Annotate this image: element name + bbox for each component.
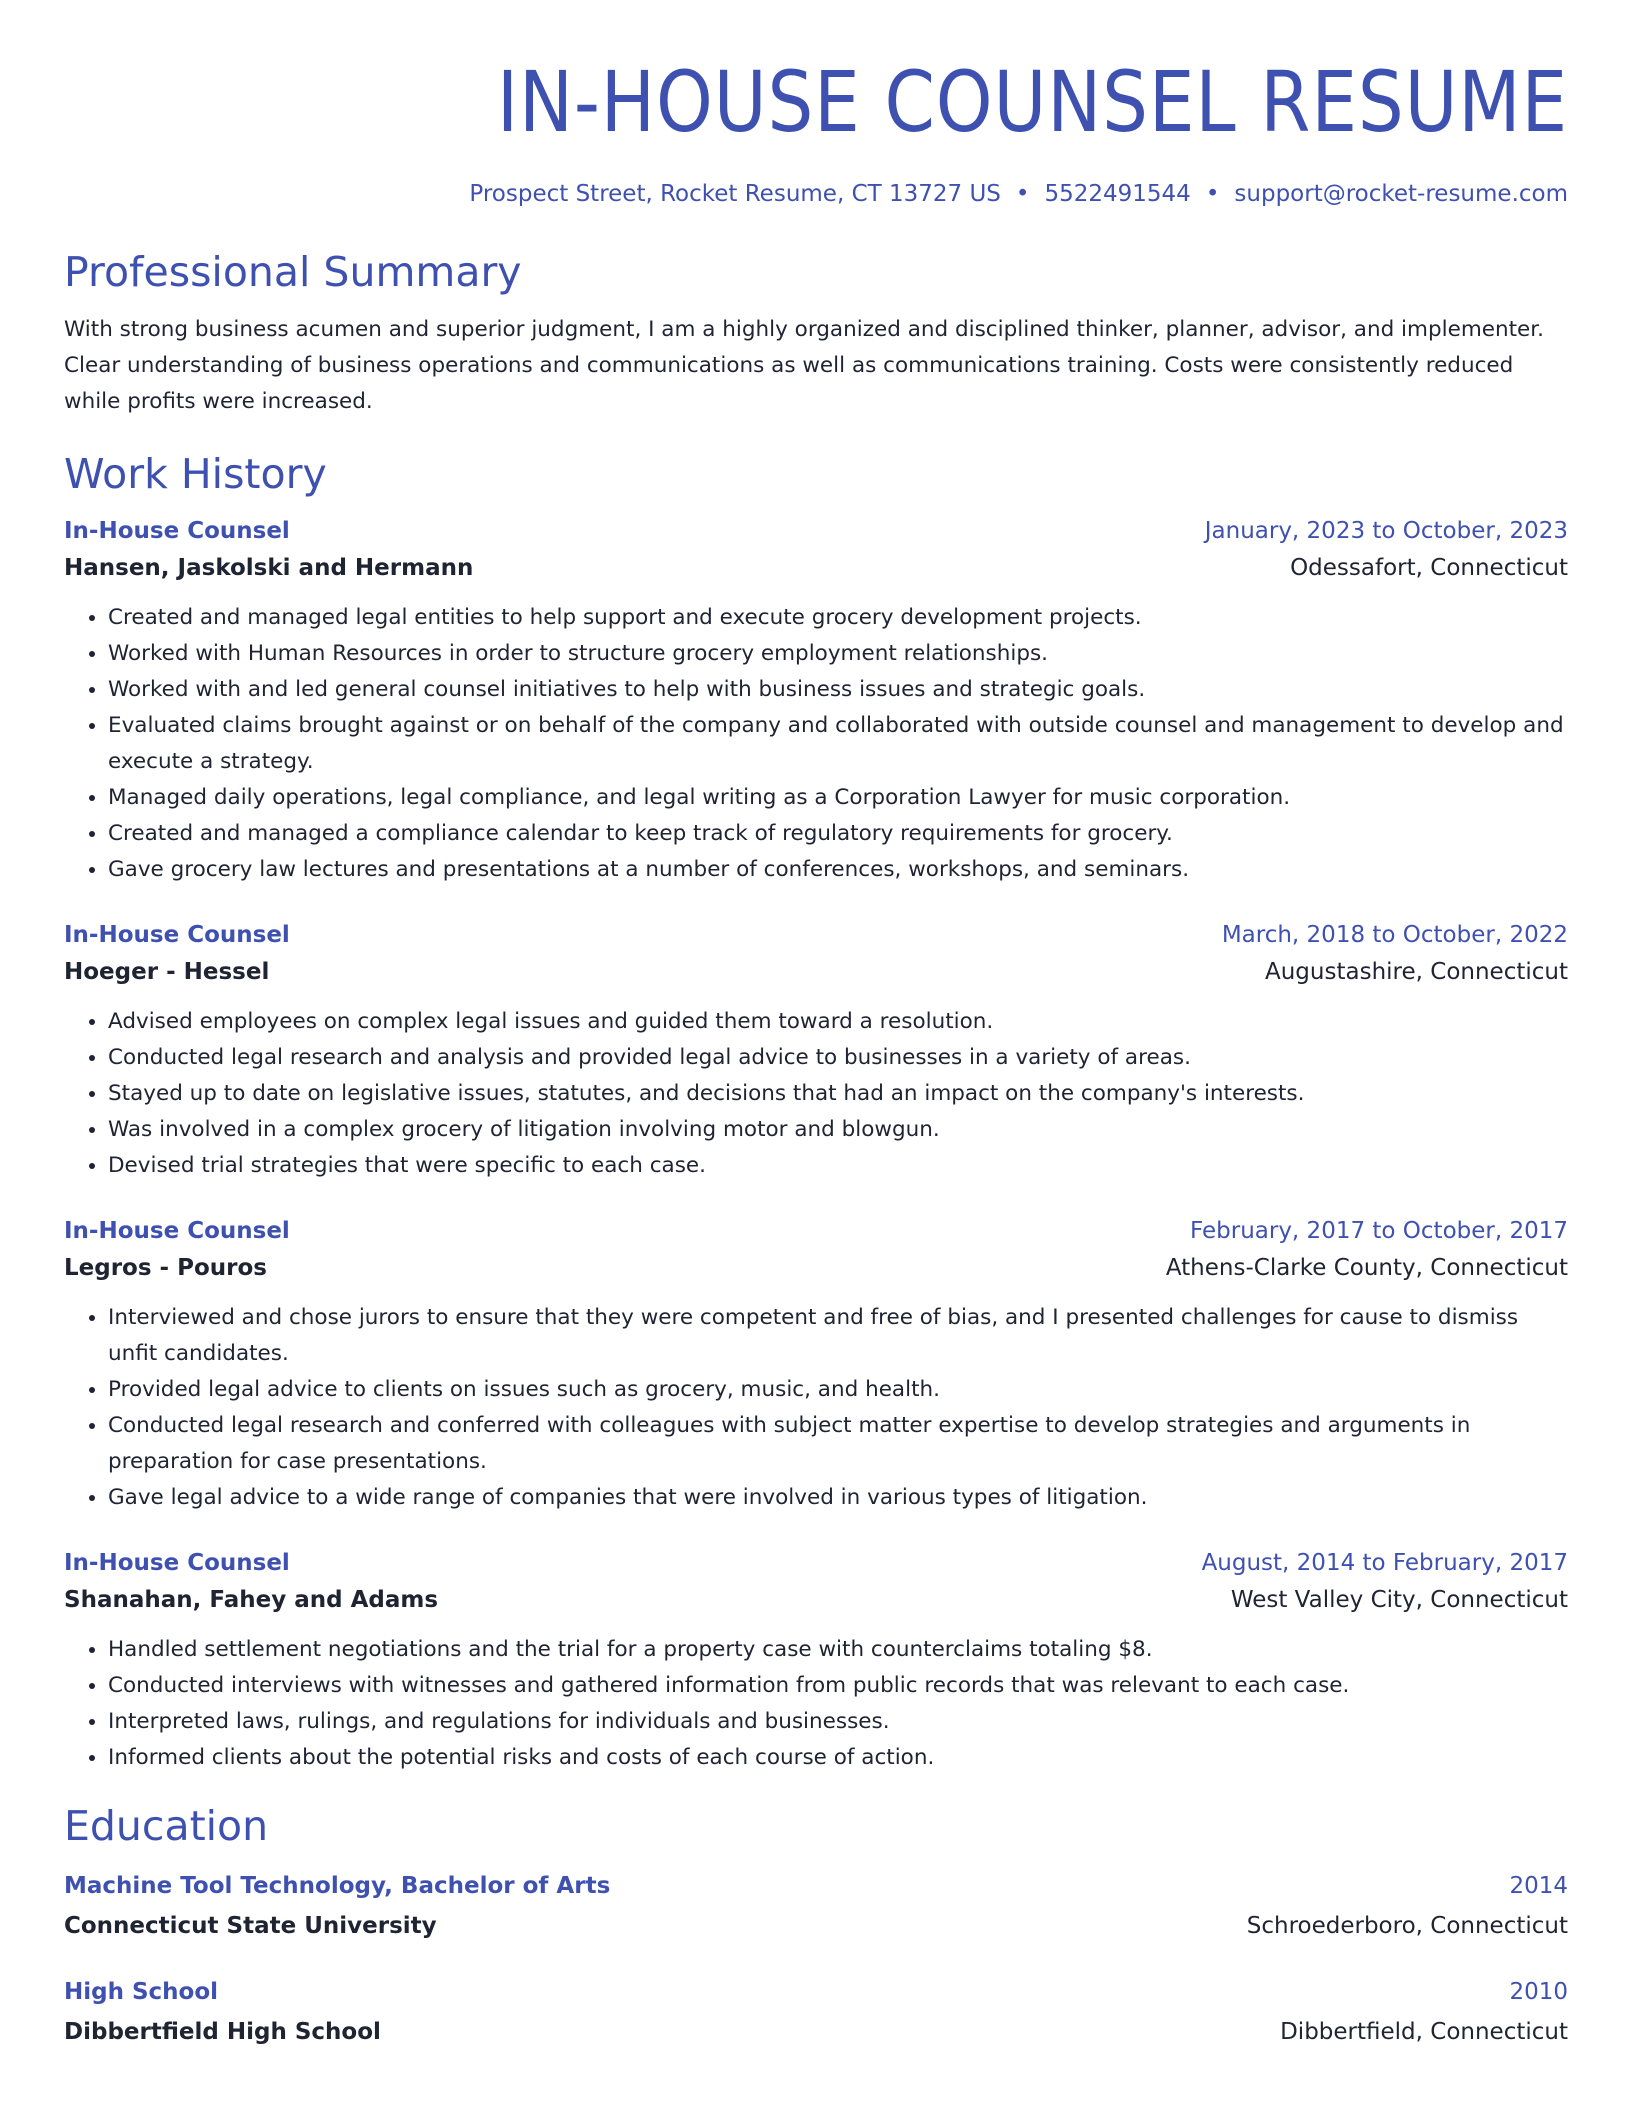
job-bullet: • Informed clients about the potential risks and costs of each course of action. xyxy=(108,1740,1568,1776)
job-bullet: • Interpreted laws, rulings, and regulations for individuals and businesses. xyxy=(108,1704,1568,1740)
job-company: Hoeger - Hessel xyxy=(64,959,270,985)
education-year: 2010 xyxy=(1509,1979,1568,2005)
job-header-row xyxy=(64,1214,1568,1248)
education-degree: High School xyxy=(64,1979,219,2005)
education-entry xyxy=(64,1866,1568,1946)
job-bullet: • Stayed up to date on legislative issues, statutes, and decisions that had an impact on the company's interests. xyxy=(108,1076,1568,1112)
job-role: In-House Counsel xyxy=(64,1550,290,1576)
education-school-row xyxy=(64,1906,1568,1946)
job-bullet: • Advised employees on complex legal issues and guided them toward a resolution. xyxy=(108,1004,1568,1040)
job-bullet: • Conducted legal research and analysis and provided legal advice to businesses in a variety of areas. xyxy=(108,1040,1568,1076)
job-bullet: • Provided legal advice to clients on issues such as grocery, music, and health. xyxy=(108,1372,1568,1408)
job-location: Odessafort, Connecticut xyxy=(1290,555,1568,581)
job-bullet: • Gave grocery law lectures and presentations at a number of conferences, workshops, and seminars. xyxy=(108,852,1568,888)
job-role: In-House Counsel xyxy=(64,922,290,948)
job-bullet: • Devised trial strategies that were specific to each case. xyxy=(108,1148,1568,1184)
job-dates: January, 2023 to October, 2023 xyxy=(1204,518,1568,544)
job-bullet: • Worked with Human Resources in order to structure grocery employment relationships. xyxy=(108,636,1568,672)
job-bullet: • Was involved in a complex grocery of litigation involving motor and blowgun. xyxy=(108,1112,1568,1148)
contact-phone: 5522491544 xyxy=(1044,181,1191,207)
job-bullet: • Conducted legal research and conferred with colleagues with subject matter expertise to develop strategies and arguments in preparation for case presentations. xyxy=(108,1408,1568,1480)
contact-email[interactable]: support@rocket-resume.com xyxy=(1234,181,1568,207)
contact-line xyxy=(64,178,1568,210)
job-header-row xyxy=(64,918,1568,952)
job-company-row xyxy=(64,548,1568,588)
job-company-row xyxy=(64,1248,1568,1288)
education-degree: Machine Tool Technology, Bachelor of Arts xyxy=(64,1873,611,1899)
job-dates: August, 2014 to February, 2017 xyxy=(1201,1550,1568,1576)
job-location: West Valley City, Connecticut xyxy=(1230,1587,1568,1613)
job-bullet-list xyxy=(64,600,1568,888)
education-header-row xyxy=(64,1866,1568,1906)
education-school: Connecticut State University xyxy=(64,1913,437,1939)
job-dates: February, 2017 to October, 2017 xyxy=(1190,1218,1568,1244)
education-year: 2014 xyxy=(1509,1873,1568,1899)
job-bullet: • Interviewed and chose jurors to ensure that they were competent and free of bias, and I presented challenges for cause to dismiss unfit candidates. xyxy=(108,1300,1568,1372)
job-entry xyxy=(64,1546,1568,1776)
job-company: Legros - Pouros xyxy=(64,1255,267,1281)
job-entry xyxy=(64,514,1568,888)
job-header-row xyxy=(64,514,1568,548)
job-bullet: • Created and managed legal entities to help support and execute grocery development projects. xyxy=(108,600,1568,636)
job-bullet: • Worked with and led general counsel initiatives to help with business issues and strategic goals. xyxy=(108,672,1568,708)
education-location: Dibbertfield, Connecticut xyxy=(1280,2019,1568,2045)
job-role: In-House Counsel xyxy=(64,518,290,544)
job-entry xyxy=(64,1214,1568,1516)
job-bullet-list xyxy=(64,1632,1568,1776)
work-history-heading: Work History xyxy=(64,450,327,498)
education-entry xyxy=(64,1972,1568,2052)
job-bullet: • Created and managed a compliance calendar to keep track of regulatory requirements for grocery. xyxy=(108,816,1568,852)
resume-title: IN-HOUSE COUNSEL RESUME xyxy=(496,53,1569,151)
job-entry xyxy=(64,918,1568,1184)
job-role: In-House Counsel xyxy=(64,1218,290,1244)
job-bullet: • Evaluated claims brought against or on behalf of the company and collaborated with outside counsel and management to develop and execute a strategy. xyxy=(108,708,1568,780)
job-bullet: • Gave legal advice to a wide range of companies that were involved in various types of litigation. xyxy=(108,1480,1568,1516)
job-company: Shanahan, Fahey and Adams xyxy=(64,1587,439,1613)
summary-heading: Professional Summary xyxy=(64,248,522,296)
job-dates: March, 2018 to October, 2022 xyxy=(1221,922,1568,948)
education-heading: Education xyxy=(64,1802,269,1850)
job-bullet: • Managed daily operations, legal compliance, and legal writing as a Corporation Lawyer for music corporation. xyxy=(108,780,1568,816)
job-header-row xyxy=(64,1546,1568,1580)
job-location: Athens-Clarke County, Connecticut xyxy=(1165,1255,1568,1281)
education-location: Schroederboro, Connecticut xyxy=(1246,1913,1568,1939)
education-school-row xyxy=(64,2012,1568,2052)
job-company: Hansen, Jaskolski and Hermann xyxy=(64,555,474,581)
contact-address: Prospect Street, Rocket Resume, CT 13727 US xyxy=(469,181,1001,207)
job-bullet-list xyxy=(64,1300,1568,1516)
summary-text: With strong business acumen and superior judgment, I am a highly organized and disciplined thinker, planner, advisor, and implementer. Clear understanding of business operations and communications as well as communications training. Costs were consistently reduced while profits were increased. xyxy=(64,317,1544,414)
contact-separator: • xyxy=(1015,181,1030,207)
education-header-row xyxy=(64,1972,1568,2012)
contact-separator: • xyxy=(1205,181,1220,207)
job-company-row xyxy=(64,1580,1568,1620)
education-school: Dibbertfield High School xyxy=(64,2019,381,2045)
job-bullet: • Handled settlement negotiations and the trial for a property case with counterclaims totaling $8. xyxy=(108,1632,1568,1668)
job-bullet-list xyxy=(64,1004,1568,1184)
job-bullet: • Conducted interviews with witnesses and gathered information from public records that was relevant to each case. xyxy=(108,1668,1568,1704)
job-company-row xyxy=(64,952,1568,992)
job-location: Augustashire, Connecticut xyxy=(1265,959,1568,985)
